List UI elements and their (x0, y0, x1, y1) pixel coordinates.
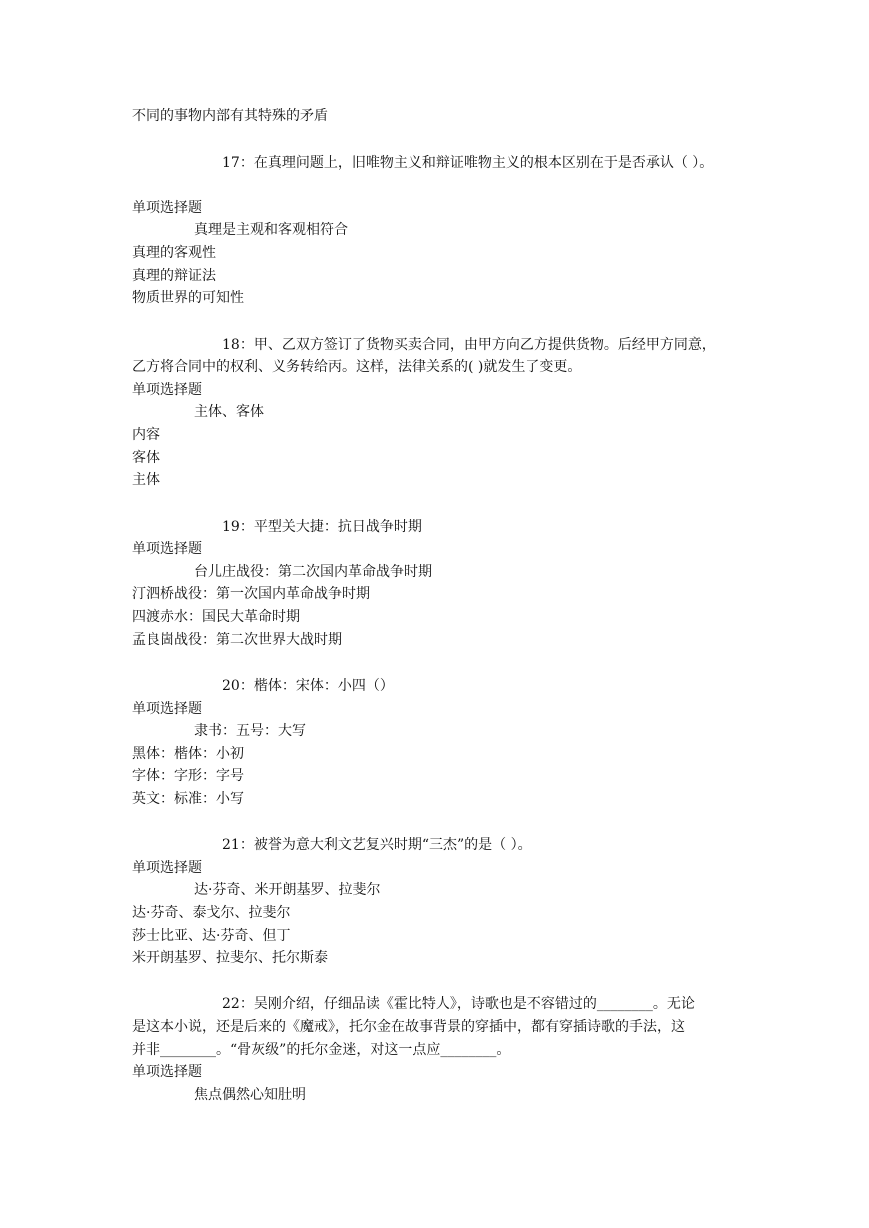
question-22-stem-line-1: 22：吴刚介绍，仔细品读《霍比特人》，诗歌也是不容错过的________。无论 (222, 996, 695, 1012)
question-21-type: 单项选择题 (132, 860, 202, 876)
question-19-option-d[interactable]: 孟良崮战役：第二次世界大战时期 (132, 632, 342, 648)
question-20-option-b[interactable]: 黑体：楷体：小初 (132, 746, 244, 762)
intro-line: 不同的事物内部有其特殊的矛盾 (132, 108, 328, 124)
question-21-option-d[interactable]: 米开朗基罗、拉斐尔、托尔斯泰 (132, 950, 328, 966)
question-22-stem-line-3: 并非________。“骨灰级”的托尔金迷，对这一点应________。 (132, 1042, 511, 1058)
question-17-option-a[interactable]: 真理是主观和客观相符合 (194, 222, 348, 238)
question-18-type: 单项选择题 (132, 382, 202, 398)
question-17-option-c[interactable]: 真理的辩证法 (132, 268, 216, 284)
question-19-option-c[interactable]: 四渡赤水：国民大革命时期 (132, 609, 300, 625)
question-18-option-d[interactable]: 主体 (132, 472, 160, 488)
question-18-option-a[interactable]: 主体、客体 (194, 404, 264, 420)
question-18-stem-line-2: 乙方将合同中的权利、义务转给丙。这样，法律关系的( )就发生了变更。 (132, 359, 582, 375)
question-21-option-c[interactable]: 莎士比亚、达·芬奇、但丁 (132, 928, 291, 944)
question-22-option-a[interactable]: 焦点偶然心知肚明 (194, 1087, 306, 1103)
question-20-option-a[interactable]: 隶书：五号：大写 (194, 723, 306, 739)
question-21-option-b[interactable]: 达·芬奇、泰戈尔、拉斐尔 (132, 905, 291, 921)
question-22-type: 单项选择题 (132, 1064, 202, 1080)
question-20-option-c[interactable]: 字体：字形：字号 (132, 768, 244, 784)
question-20-option-d[interactable]: 英文：标准：小写 (132, 791, 244, 807)
question-20-type: 单项选择题 (132, 701, 202, 717)
question-17-stem: 17：在真理问题上，旧唯物主义和辩证唯物主义的根本区别在于是否承认（ ）。 (222, 155, 714, 171)
question-18-option-c[interactable]: 客体 (132, 450, 160, 466)
question-19-type: 单项选择题 (132, 541, 202, 557)
question-19-option-b[interactable]: 汀泗桥战役：第一次国内革命战争时期 (132, 586, 370, 602)
question-19-stem: 19：平型关大捷：抗日战争时期 (222, 519, 422, 535)
question-21-stem: 21：被誉为意大利文艺复兴时期“三杰”的是（ ）。 (222, 837, 532, 853)
question-17-option-b[interactable]: 真理的客观性 (132, 245, 216, 261)
question-18-option-b[interactable]: 内容 (132, 427, 160, 443)
question-21-option-a[interactable]: 达·芬奇、米开朗基罗、拉斐尔 (194, 882, 381, 898)
question-17-type: 单项选择题 (132, 200, 202, 216)
question-19-option-a[interactable]: 台儿庄战役：第二次国内革命战争时期 (194, 564, 432, 580)
question-22-stem-line-2: 是这本小说，还是后来的《魔戒》，托尔金在故事背景的穿插中，都有穿插诗歌的手法，这 (132, 1019, 685, 1035)
question-20-stem: 20：楷体：宋体：小四（） (222, 678, 394, 694)
question-17-option-d[interactable]: 物质世界的可知性 (132, 290, 244, 306)
question-18-stem-line-1: 18：甲、乙双方签订了货物买卖合同，由甲方向乙方提供货物。后经甲方同意， (222, 337, 716, 353)
